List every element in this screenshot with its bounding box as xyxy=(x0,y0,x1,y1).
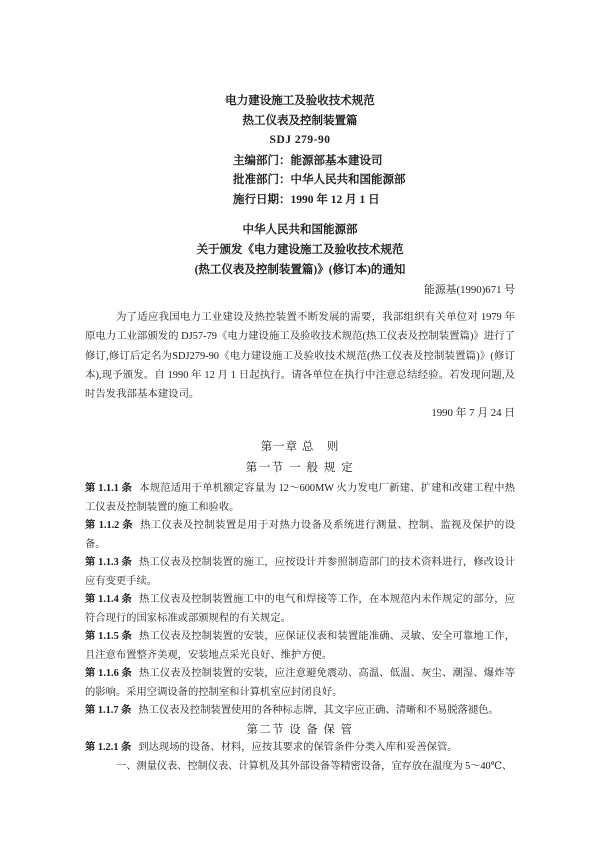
article-1-1-3-text: 热工仪表及控制装置的施工，应按设计并参照制造部门的技术资料进行，修改设计应有变更手续。 xyxy=(85,557,515,587)
article-1-1-3-label: 第 1.1.3 条 xyxy=(85,557,132,569)
article-1-2-1-text: 到达现场的设备、材料，应按其要求的保管条件分类入库和妥善保管。 xyxy=(138,742,458,754)
chapter-1-heading: 第一章 总 则 xyxy=(260,441,340,454)
article-1-1-4-text: 热工仪表及控制装置施工中的电气和焊接等工作，在本规范内未作规定的部分，应符合现行的国家标准或部颁规程的有关规定。 xyxy=(85,594,515,624)
article-1-2-1 xyxy=(85,739,515,758)
notice-issue-date: 1990 年 7 月 24 日 xyxy=(431,407,515,420)
section-1-1-heading: 第一节 一 般 规 定 xyxy=(245,462,355,475)
meta-line-effective-date: 施行日期：1990 年 12 月 1 日 xyxy=(233,193,380,206)
article-1-1-6-text: 热工仪表及控制装置的安装，应注意避免震动、高温、低温、灰尘、潮湿、爆炸等的影响。采用空调设备的控制室和计算机室应封闭良好。 xyxy=(85,668,515,698)
notice-doc-number: 能源基(1990)671 号 xyxy=(424,284,515,296)
doc-title-line-2: 热工仪表及控制装置篇 xyxy=(242,114,358,127)
document-header xyxy=(85,92,515,151)
article-1-1-6-label: 第 1.1.6 条 xyxy=(85,668,132,680)
articles-list xyxy=(85,480,515,776)
article-1-1-7 xyxy=(85,702,515,721)
article-1-1-6 xyxy=(85,665,515,702)
article-1-1-1-label: 第 1.1.1 条 xyxy=(85,483,133,495)
section-1-2-heading: 第二节 设 备 保 管 xyxy=(246,723,354,736)
article-1-1-4 xyxy=(85,591,515,628)
document-meta xyxy=(85,152,515,211)
notice-heading-line-3: (热工仪表及控制装置篇)》(修订本)的通知 xyxy=(194,264,406,276)
article-1-1-1-text: 本规范适用于单机额定容量为 12～600MW 火力发电厂新建、扩建和改建工程中热工仪表及控制装置的施工和验收。 xyxy=(85,483,515,513)
article-1-1-5-label: 第 1.1.5 条 xyxy=(85,631,132,643)
meta-line-editing-dept: 主编部门：能源部基本建设司 xyxy=(233,154,383,167)
notice-heading-line-1: 中华人民共和国能源部 xyxy=(242,224,358,236)
article-1-1-3 xyxy=(85,554,515,591)
article-1-1-2-text: 热工仪表及控制装置是用于对热力设备及系统进行测量、控制、监视及保护的设备。 xyxy=(85,520,516,550)
article-1-2-1-subitem-1: 一、测量仪表、控制仪表、计算机及其外部设备等精密设备，宜存放在温度为 5～40℃、 xyxy=(116,760,513,772)
article-1-2-1-label: 第 1.2.1 条 xyxy=(85,742,132,754)
notice-heading-line-2: 关于颁发《电力建设施工及验收技术规范 xyxy=(196,244,404,256)
article-1-1-7-label: 第 1.1.7 条 xyxy=(85,705,132,717)
notice-body-paragraph: 为了适应我国电力工业建设及热控装置不断发展的需要，我部组织有关单位对 1979 年原电力工业部颁发的 DJ57-79《电力建设施工及验收技术规范(热工仪表及控制装置篇)》进行了修订,修订后定名为SDJ279-90《电力建设施工及验收技术规范(热工仪表及控制装置篇)》(修订本),现予颁发。自 1990 年 12 月 1 日起执行。请各单位在执行中注意总结经验。若发现问题,及时告发我部基本建设司。 xyxy=(85,312,515,401)
article-1-1-5-text: 热工仪表及控制装置的安装，应保证仪表和装置能准确、灵敏、安全可靠地工作，且注意布置整齐美观，安装地点采光良好、维护方便。 xyxy=(85,631,515,661)
article-1-1-2 xyxy=(85,517,515,554)
doc-title-line-1: 电力建设施工及验收技术规范 xyxy=(225,95,375,107)
article-1-1-2-label: 第 1.1.2 条 xyxy=(85,520,134,532)
article-1-1-4-label: 第 1.1.4 条 xyxy=(85,594,132,606)
article-1-1-7-text: 热工仪表及控制装置使用的各种标志牌，其文字应正确、清晰和不易脱落褪色。 xyxy=(138,705,499,717)
article-1-1-5 xyxy=(85,628,515,665)
notice-heading xyxy=(85,220,515,280)
article-1-1-1 xyxy=(85,480,515,517)
meta-line-approving-dept: 批准部门：中华人民共和国能源部 xyxy=(233,174,406,186)
standard-code: SDJ 279-90 xyxy=(269,134,331,146)
